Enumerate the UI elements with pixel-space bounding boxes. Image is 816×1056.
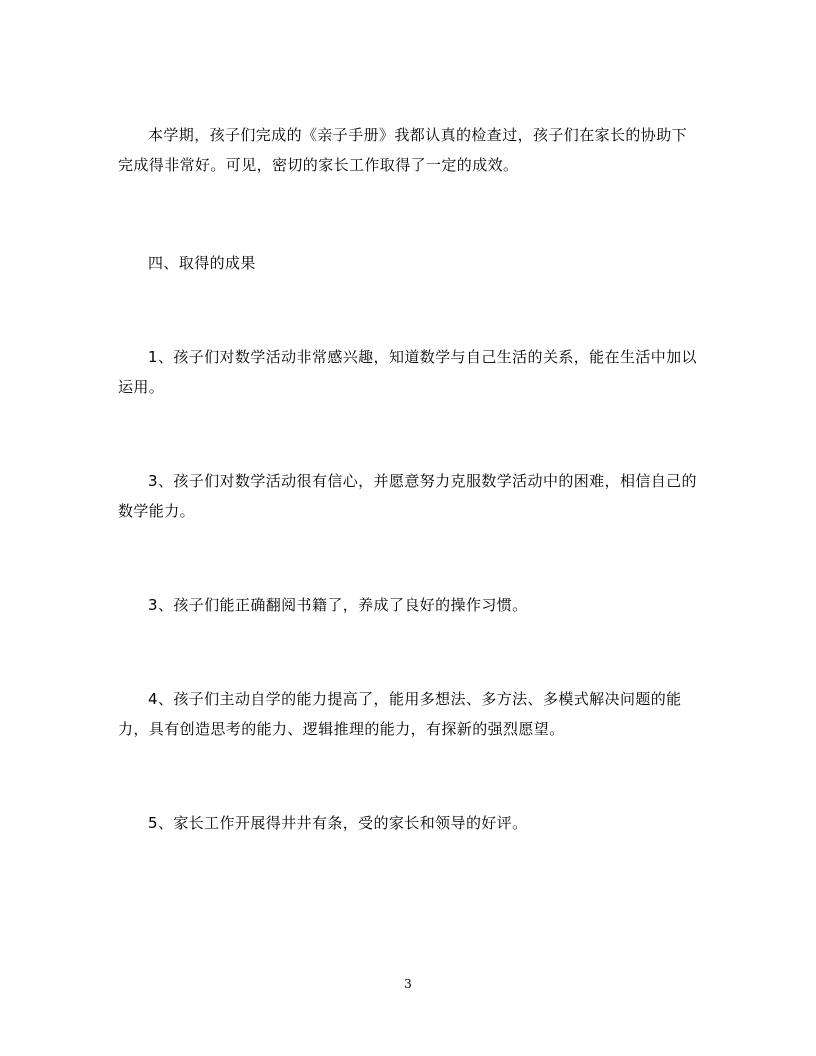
paragraph-result-5: 5、家长工作开展得井井有条，受的家长和领导的好评。 <box>148 814 528 832</box>
paragraph-parent-handbook: 本学期，孩子们完成的《亲子手册》我都认真的检查过，孩子们在家长的协助下完成得非常好。可见，密切的家长工作取得了一定的成效。 <box>118 126 688 174</box>
page-number: 3 <box>404 977 412 991</box>
paragraph-result-4: 4、孩子们主动自学的能力提高了，能用多想法、多方法、多模式解决问题的能力，具有创造思考的能力、逻辑推理的能力，有探新的强烈愿望。 <box>118 690 682 738</box>
section-heading-results: 四、取得的成果 <box>148 254 256 272</box>
paragraph-result-1: 1、孩子们对数学活动非常感兴趣，知道数学与自己生活的关系，能在生活中加以运用。 <box>118 348 697 396</box>
paragraph-result-3b: 3、孩子们能正确翻阅书籍了，养成了良好的操作习惯。 <box>148 596 528 614</box>
paragraph-result-3a: 3、孩子们对数学活动很有信心，并愿意努力克服数学活动中的困难，相信自己的数学能力。 <box>118 472 697 520</box>
